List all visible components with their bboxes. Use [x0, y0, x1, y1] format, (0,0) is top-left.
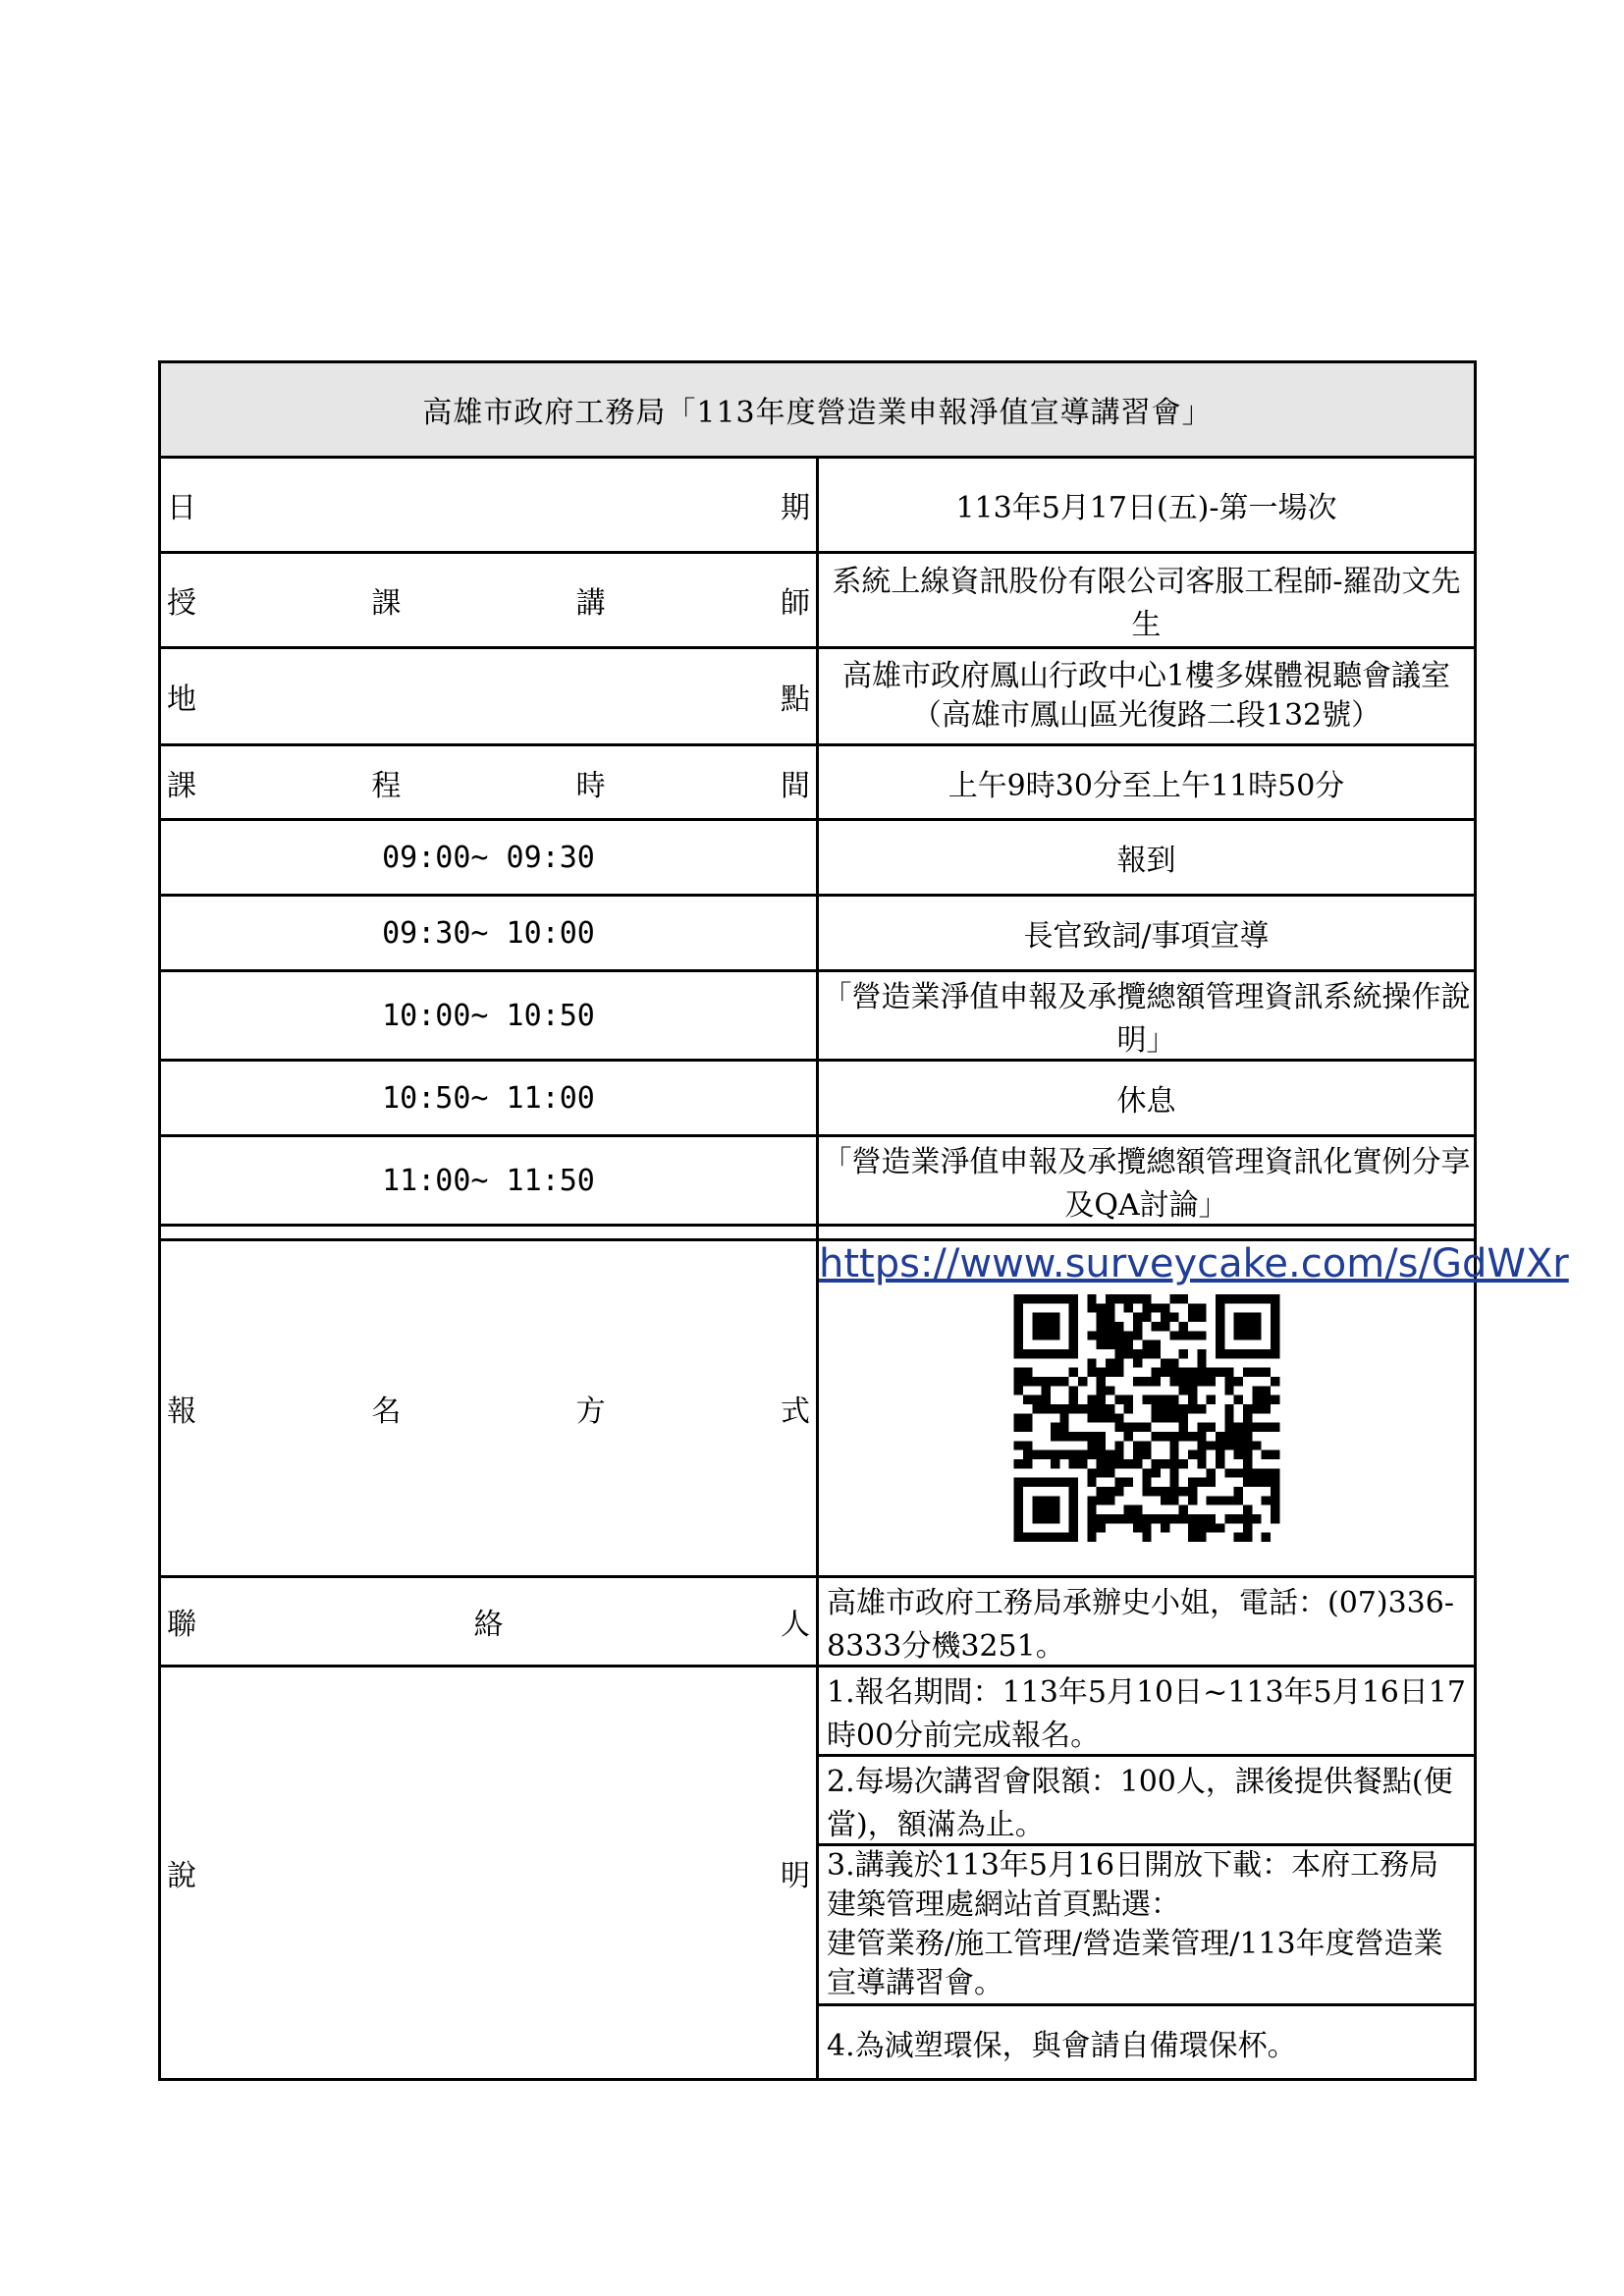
registration-link[interactable]: https://www.surveycake.com/s/GdWXr: [819, 1241, 1569, 1286]
venue-label: 地 點: [160, 648, 818, 745]
schedule-item: 「營造業淨值申報及承攬總額管理資訊化實例分享及QA討論」: [818, 1136, 1476, 1226]
event-table: [158, 360, 1569, 2081]
spacer-cell: [818, 1226, 1476, 1240]
course-time-label: 課 程 時 間: [160, 745, 818, 820]
schedule-item: 休息: [818, 1061, 1476, 1136]
schedule-time: 11:00~ 11:50: [160, 1136, 818, 1226]
schedule-item: 報到: [818, 820, 1476, 896]
note-item: [818, 1845, 1476, 2005]
date-value: 113年5月17日(五)-第一場次: [818, 458, 1476, 553]
note-line: 3.講義於113年5月16日開放下載：本府工務局建築管理處網站首頁點選：: [827, 1848, 1439, 1922]
venue-value: [818, 648, 1476, 745]
qr-code-icon[interactable]: [1013, 1294, 1280, 1542]
schedule-time: 09:30~ 10:00: [160, 896, 818, 971]
registration-value: [818, 1240, 1569, 1577]
schedule-time: 09:00~ 09:30: [160, 820, 818, 896]
schedule-time: 10:50~ 11:00: [160, 1061, 818, 1136]
schedule-item: 「營造業淨值申報及承攬總額管理資訊系統操作說明」: [818, 971, 1476, 1061]
schedule-time: 10:00~ 10:50: [160, 971, 818, 1061]
venue-line-1: 高雄市政府鳳山行政中心1樓多媒體視聽會議室: [841, 659, 1451, 693]
course-time-value: 上午9時30分至上午11時50分: [818, 745, 1476, 820]
note-line: 建管業務/施工管理/營造業管理/113年度營造業宣導講習會。: [827, 1927, 1443, 2000]
contact-value: 高雄市政府工務局承辦史小姐，電話：(07)336-8333分機3251。: [818, 1577, 1476, 1667]
spacer-cell: [160, 1226, 818, 1240]
note-item: 2.每場次講習會限額：100人，課後提供餐點(便當)，額滿為止。: [818, 1756, 1476, 1845]
lecturer-label: 授 課 講 師: [160, 553, 818, 648]
date-label: 日 期: [160, 458, 818, 553]
qr-code-container: [819, 1294, 1474, 1542]
registration-label: 報 名 方 式: [160, 1240, 818, 1577]
event-title: 高雄市政府工務局「113年度營造業申報淨值宣導講習會」: [160, 362, 1476, 458]
contact-label: 聯 絡 人: [160, 1577, 818, 1667]
venue-line-2: （高雄市鳳山區光復路二段132號）: [911, 698, 1381, 733]
schedule-item: 長官致詞/事項宣導: [818, 896, 1476, 971]
lecturer-value: 系統上線資訊股份有限公司客服工程師-羅劭文先生: [818, 553, 1476, 648]
note-item: 1.報名期間：113年5月10日~113年5月16日17時00分前完成報名。: [818, 1667, 1476, 1756]
notes-label: 說 明: [160, 1667, 818, 2080]
note-item: 4.為減塑環保，與會請自備環保杯。: [818, 2005, 1476, 2080]
